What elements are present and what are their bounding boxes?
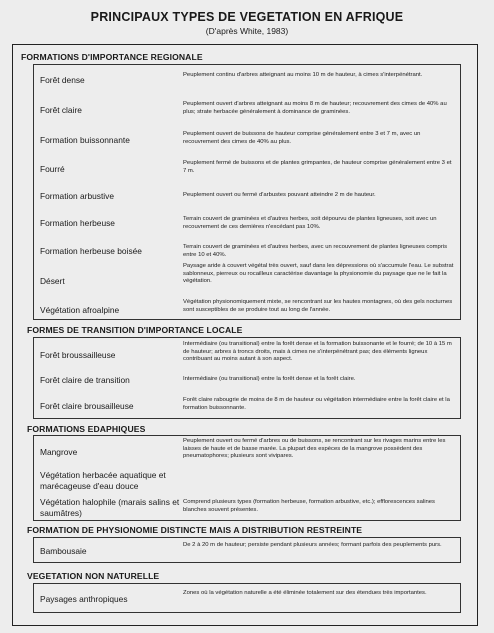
term-vegetation-herbacee-aquatique: Végétation herbacée aquatique et marécageuse d'eau douce: [40, 470, 166, 491]
section-box-transition: [33, 337, 461, 419]
section-title-edaphiques: FORMATIONS EDAPHIQUES: [27, 424, 146, 434]
definition-formation-buissonnante: Peuplement ouvert de buissons de hauteur comprise généralement entre 3 et 7 m, avec un recouvrement des cimes de 40% au plus.: [183, 131, 421, 145]
definition-foret-broussailleuse: Intermédiaire (ou transitional) entre la forêt dense et la formation buissonante et le fourré; de 10 à 15 m de hauteur; arbres à troncs droits, mais à cimes ne s'interpénétrant pas; des éléments ligneux contribuant au moins autant à son aspect.: [183, 341, 452, 363]
document-frame: [12, 44, 478, 626]
section-box-edaphiques: [33, 435, 461, 521]
term-formation-arbustive: Formation arbustive: [40, 191, 115, 201]
section-box-physionomie: [33, 537, 461, 563]
term-foret-claire-transition: Forêt claire de transition: [40, 375, 130, 385]
term-foret-broussailleuse: Forêt broussailleuse: [40, 350, 116, 360]
definition-fourre: Peuplement fermé de buissons et de plantes grimpantes, de hauteur comprise généralement entre 3 et 7 m.: [183, 160, 452, 174]
definition-mangrove: Peuplement ouvert ou fermé d'arbres ou de buissons, se rencontrant sur les rivages marins entre les laisses de haute et de basse marée. La plupart des espèces de la mangrove possèdent des pneumatophores; plusieurs sont vivipares.: [183, 438, 446, 460]
term-desert: Désert: [40, 276, 65, 286]
term-formation-herbeuse-boisee: Formation herbeuse boisée: [40, 246, 142, 256]
definition-desert: Paysage aride à couvert végétal très ouvert, sauf dans les dépressions où s'accumule l'eau. Le substrat sablonneux, pierreux ou rocailleux caractérise davantage la physionomie du paysage que ne le fait la végétation.: [183, 263, 454, 285]
term-paysages-anthropiques: Paysages anthropiques: [40, 594, 128, 604]
definition-foret-dense: Peuplement continu d'arbres atteignant au moins 10 m de hauteur, à cimes s'interpénétrant.: [183, 72, 423, 78]
section-title-transition: FORMES DE TRANSITION D'IMPORTANCE LOCALE: [27, 325, 243, 335]
term-formation-buissonnante: Formation buissonnante: [40, 135, 130, 145]
section-box-regional: [33, 64, 461, 320]
definition-formation-herbeuse-boisee: Terrain couvert de graminées et d'autres herbes, avec un recouvrement de plantes ligneuses compris entre 10 et 40%.: [183, 244, 448, 258]
definition-foret-claire-brousailleuse: Forêt claire rabougrie de moins de 8 m de hauteur ou végétation intermédiaire entre la forêt claire et la formation buissonnante.: [183, 397, 450, 411]
definition-formation-herbeuse: Terrain couvert de graminées et d'autres herbes, soit dépourvu de plantes ligneuses, soit avec un recouvrement de ces dernières n'excédant pas 10%.: [183, 216, 437, 230]
definition-vegetation-afroalpine: Végétation physionomiquement mixte, se rencontrant sur les hautes montagnes, où des gels nocturnes sont susceptibles de se produire tout au long de l'année.: [183, 299, 453, 313]
term-fourre: Fourré: [40, 164, 65, 174]
term-foret-claire-brousailleuse: Forêt claire brousailleuse: [40, 401, 134, 411]
definition-foret-claire-transition: Intermédiaire (ou transitional) entre la forêt dense et la forêt claire.: [183, 376, 356, 382]
term-foret-claire: Forêt claire: [40, 105, 82, 115]
section-title-regional: FORMATIONS D'IMPORTANCE REGIONALE: [21, 52, 203, 62]
definition-foret-claire: Peuplement ouvert d'arbres atteignant au moins 8 m de hauteur; recouvrement des cimes de 40% au plus; strate herbacée généralement à dominance de graminées.: [183, 101, 447, 115]
page-title: PRINCIPAUX TYPES DE VEGETATION EN AFRIQUE: [90, 10, 404, 24]
section-box-non-naturelle: [33, 583, 461, 613]
term-foret-dense: Forêt dense: [40, 75, 85, 85]
term-vegetation-afroalpine: Végétation afroalpine: [40, 305, 120, 315]
definition-paysages-anthropiques: Zones où la végétation naturelle a été éliminée totalement sur des étendues très importantes.: [183, 590, 427, 596]
term-formation-herbeuse: Formation herbeuse: [40, 218, 115, 228]
definition-bambousaie: De 2 à 20 m de hauteur; persiste pendant plusieurs années; formant parfois des peuplements purs.: [183, 542, 442, 548]
term-bambousaie: Bambousaie: [40, 546, 87, 556]
section-title-non-naturelle: VEGETATION NON NATURELLE: [27, 571, 160, 581]
section-title-physionomie: FORMATION DE PHYSIONOMIE DISTINCTE MAIS A DISTRIBUTION RESTREINTE: [27, 525, 363, 535]
term-mangrove: Mangrove: [40, 447, 78, 457]
definition-vegetation-halophile: Comprend plusieurs types (formation herbeuse, formation arbustive, etc.); efflorescences salines blanches souvent présentes.: [183, 499, 436, 513]
definition-formation-arbustive: Peuplement ouvert ou fermé d'arbustes pouvant atteindre 2 m de hauteur.: [183, 192, 376, 198]
term-vegetation-halophile: Végétation halophile (marais salins et saumâtres): [40, 497, 180, 518]
page-subtitle: (D'après White, 1983): [205, 26, 289, 36]
